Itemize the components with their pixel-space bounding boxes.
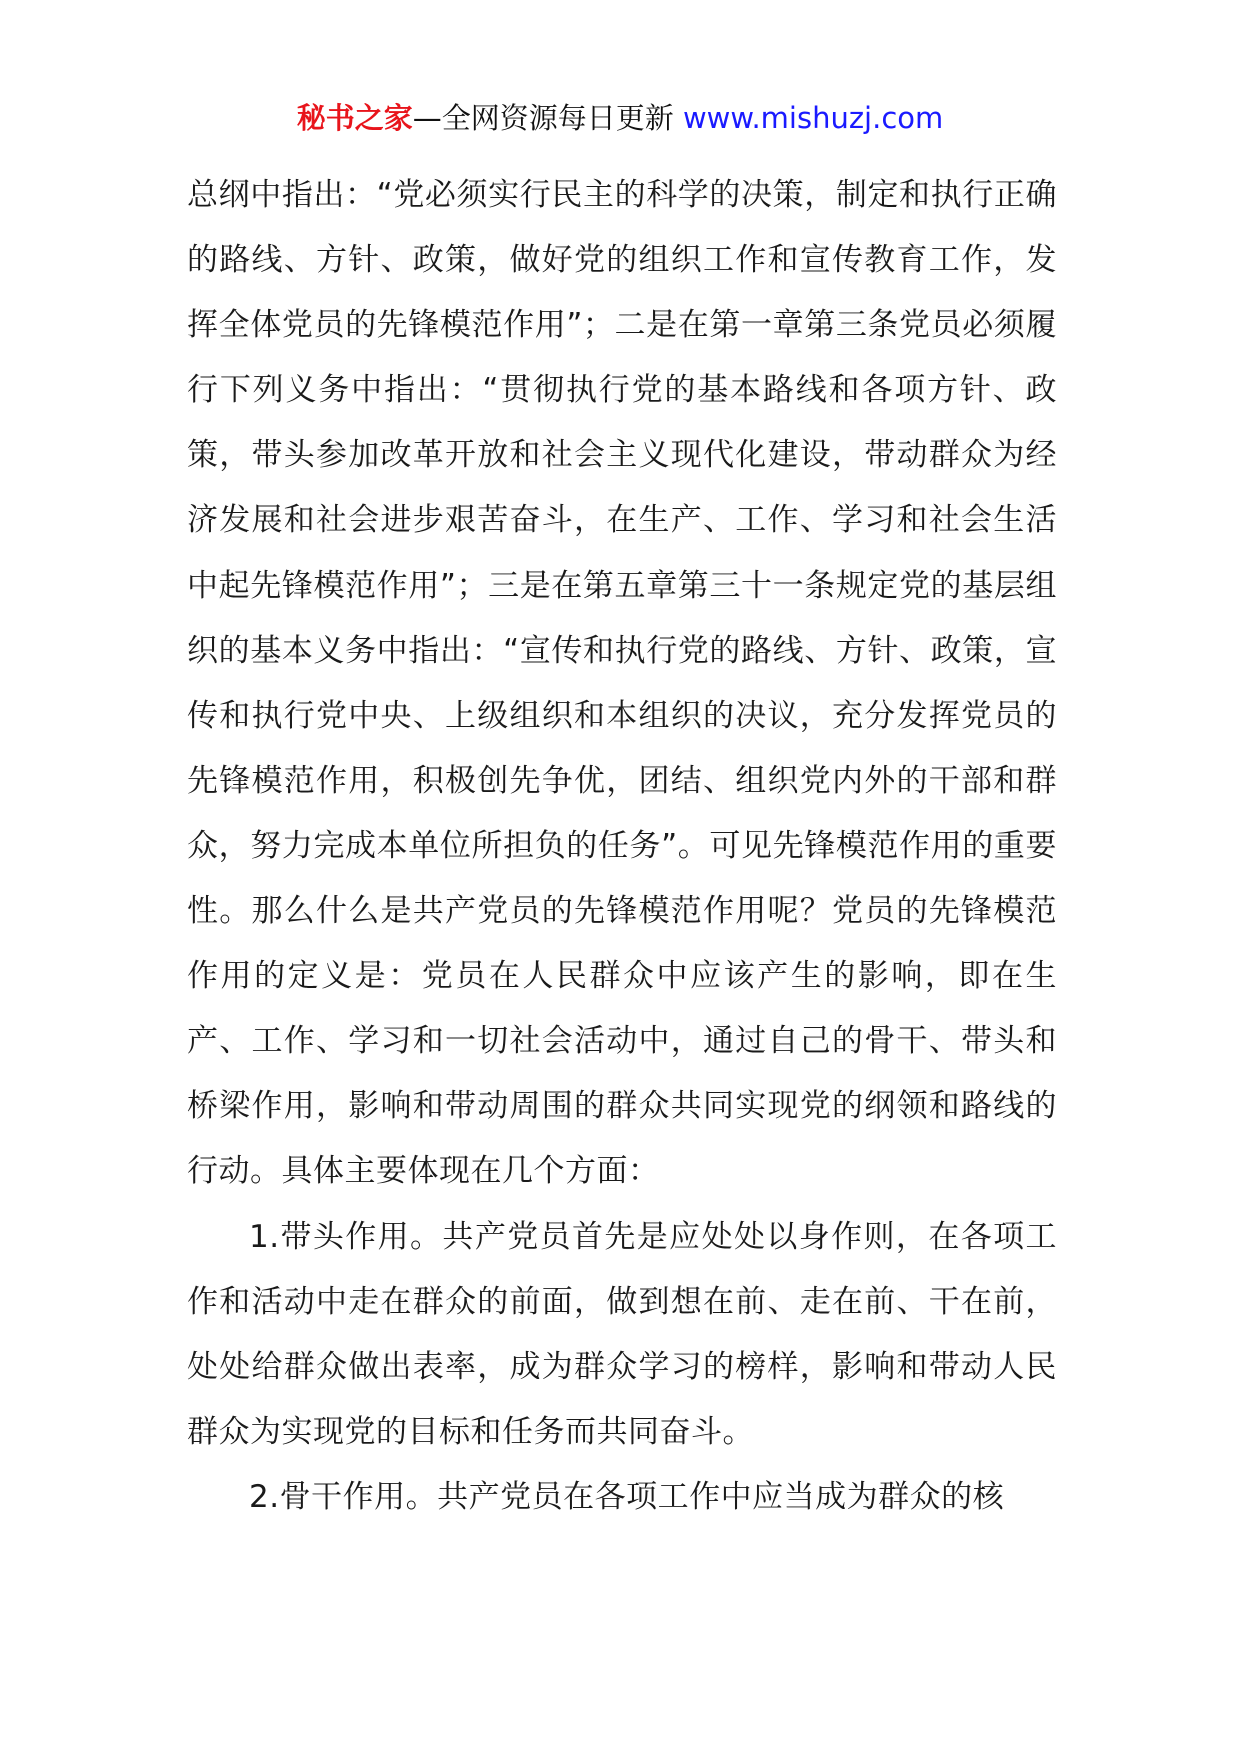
page-header bbox=[0, 96, 1240, 140]
body-paragraph: 总纲中指出：“党必须实行民主的科学的决策，制定和执行正确的路线、方针、政策，做好党的组织工作和宣传教育工作，发挥全体党员的先锋模范作用”；二是在第一章第三条党员必须履行下列义务中指出：“贯彻执行党的基本路线和各项方针、政策，带头参加改革开放和社会主义现代化建设，带动群众为经济发展和社会进步艰苦奋斗，在生产、工作、学习和社会生活中起先锋模范作用”；三是在第五章第三十一条规定党的基层组织的基本义务中指出：“宣传和执行党的路线、方针、政策，宣传和执行党中央、上级组织和本组织的决议，充分发挥党员的先锋模范作用，积极创先争优，团结、组织党内外的干部和群众，努力完成本单位所担负的任务”。可见先锋模范作用的重要性。那么什么是共产党员的先锋模范作用呢？党员的先锋模范作用的定义是：党员在人民群众中应该产生的影响，即在生产、工作、学习和一切社会活动中，通过自己的骨干、带头和桥梁作用，影响和带动周围的群众共同实现党的纲领和路线的行动。具体主要体现在几个方面： bbox=[187, 177, 1057, 1190]
body-paragraph: 1.带头作用。共产党员首先是应处处以身作则，在各项工作和活动中走在群众的前面，做到想在前、走在前、干在前，处处给群众做出表率，成为群众学习的榜样，影响和带动人民群众为实现党的目标和任务而共同奋斗。 bbox=[187, 1218, 1057, 1450]
site-brand: 秘书之家 bbox=[296, 101, 413, 135]
document-body bbox=[187, 163, 1057, 1530]
site-url-link[interactable]: www.mishuzj.com bbox=[673, 101, 944, 135]
site-tagline: —全网资源每日更新 bbox=[412, 101, 674, 135]
body-paragraph: 2.骨干作用。共产党员在各项工作中应当成为群众的核 bbox=[249, 1478, 1005, 1515]
